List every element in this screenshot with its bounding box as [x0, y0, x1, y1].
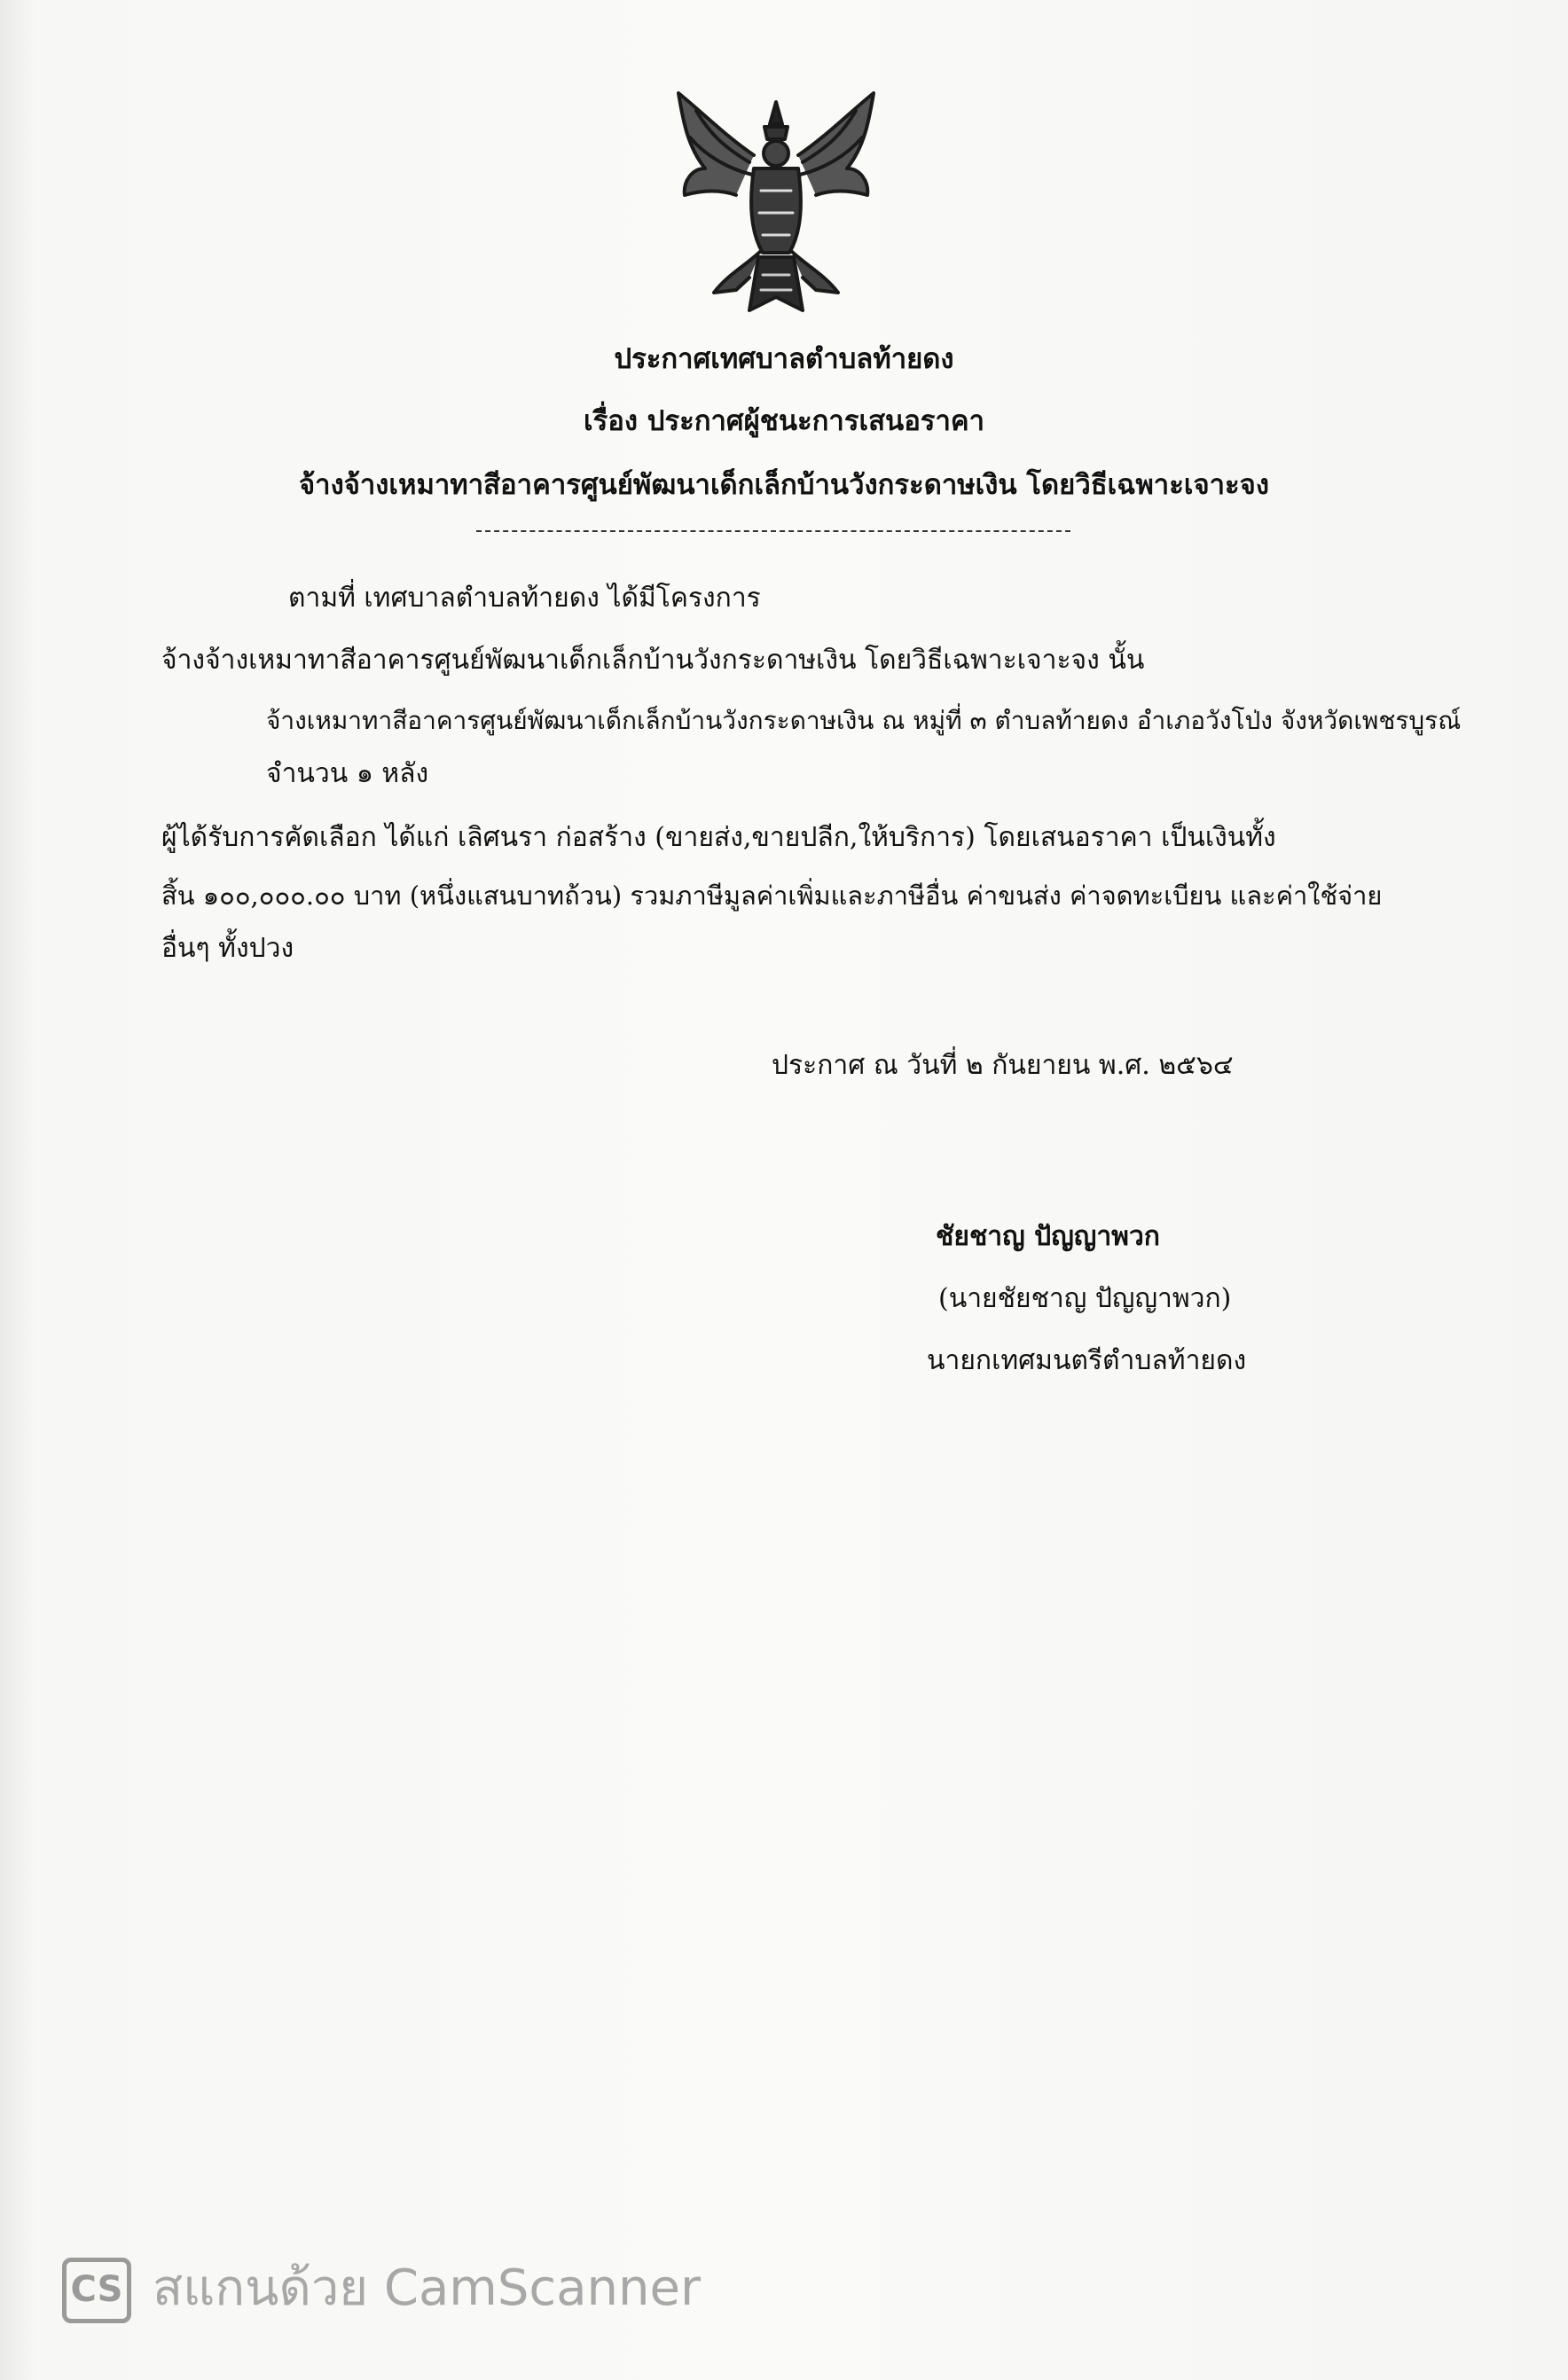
body-line-7: อื่นๆ ทั้งปวง	[161, 933, 294, 964]
body-line-1: ตามที่ เทศบาลตำบลท้ายดง ได้มีโครงการ	[288, 583, 761, 614]
body-line-4: จำนวน ๑ หลัง	[266, 758, 429, 789]
announcement-date: ประกาศ ณ วันที่ ๒ กันยายน พ.ศ. ๒๕๖๔	[772, 1050, 1234, 1081]
header-divider	[476, 530, 1070, 532]
signatory-position: นายกเทศมนตรีตำบลท้ายดง	[927, 1345, 1247, 1376]
garuda-emblem-icon	[665, 84, 887, 324]
body-line-3: จ้างเหมาทาสีอาคารศูนย์พัฒนาเด็กเล็กบ้านวังกระดาษเงิน ณ หมู่ที่ ๓ ตำบลท้ายดง อำเภอวังโป่ง จังหวัดเพชรบูรณ์	[266, 706, 1462, 735]
camscanner-logo-icon: CS	[62, 2258, 131, 2323]
body-line-2: จ้างจ้างเหมาทาสีอาคารศูนย์พัฒนาเด็กเล็กบ้านวังกระดาษเงิน โดยวิธีเฉพาะเจาะจง นั้น	[161, 645, 1145, 676]
signatory-printed-name: (นายชัยชาญ ปัญญาพวก)	[938, 1283, 1232, 1314]
announcement-org-title: ประกาศเทศบาลตำบลท้ายดง	[614, 343, 954, 375]
body-line-6: สิ้น ๑๐๐,๐๐๐.๐๐ บาท (หนึ่งแสนบาทถ้วน) รวมภาษีมูลค่าเพิ่มและภาษีอื่น ค่าขนส่ง ค่าจดทะเบียน และค่าใช้จ่าย	[161, 881, 1383, 911]
announcement-project: จ้างจ้างเหมาทาสีอาคารศูนย์พัฒนาเด็กเล็กบ้านวังกระดาษเงิน โดยวิธีเฉพาะเจาะจง	[299, 469, 1269, 501]
body-line-5: ผู้ได้รับการคัดเลือก ได้แก่ เลิศนรา ก่อสร้าง (ขายส่ง,ขายปลีก,ให้บริการ) โดยเสนอราคา เป็นเงินทั้ง	[161, 822, 1276, 853]
signature-name: ชัยชาญ ปัญญาพวก	[936, 1221, 1160, 1252]
announcement-subject: เรื่อง ประกาศผู้ชนะการเสนอราคา	[583, 405, 985, 437]
camscanner-watermark: สแกนด้วย CamScanner	[153, 2259, 701, 2317]
